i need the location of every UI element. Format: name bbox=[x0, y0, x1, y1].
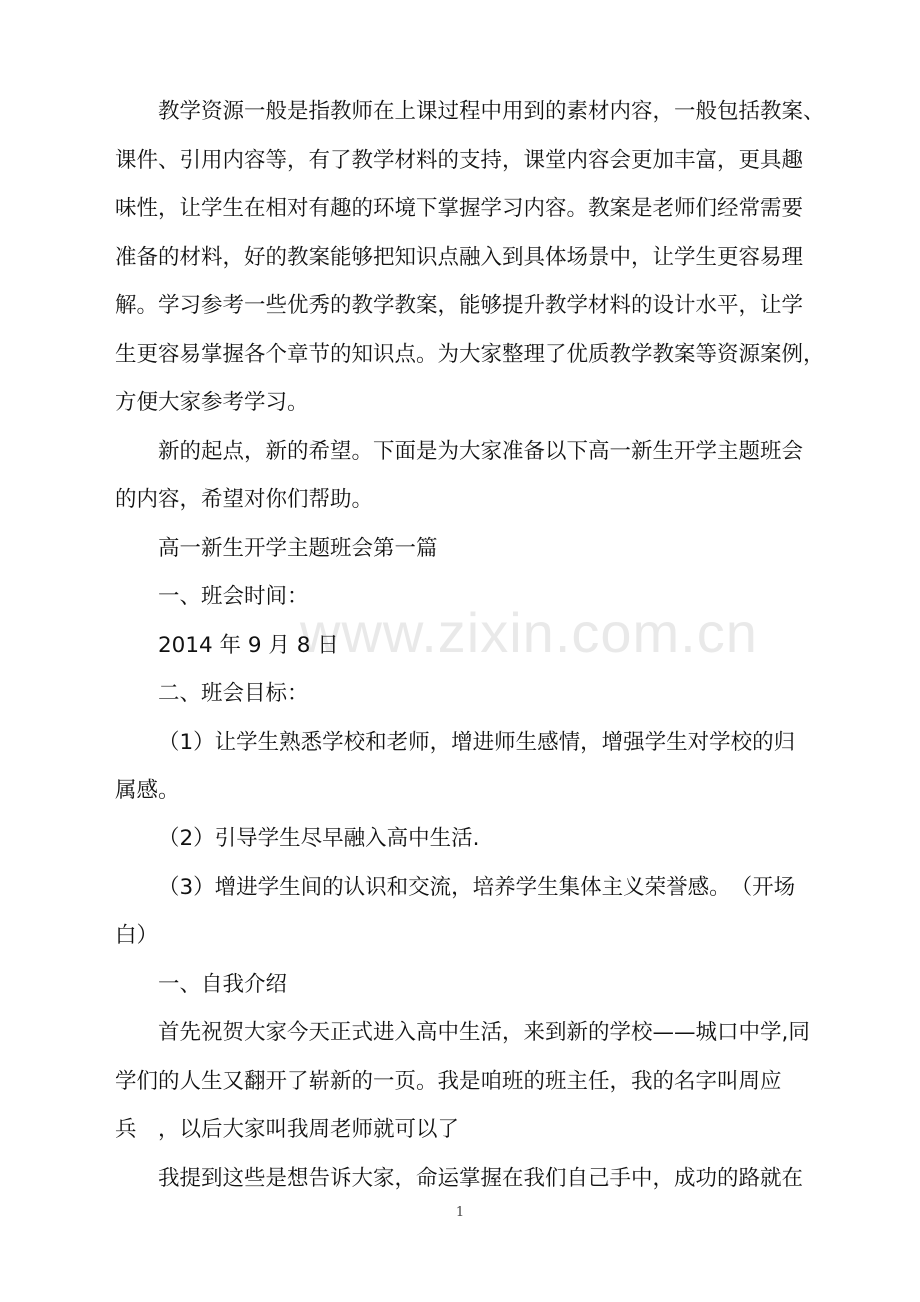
heading-meeting-goals: 二、班会目标： bbox=[158, 681, 309, 706]
paragraph-line: 味性，让学生在相对有趣的环境下掌握学习内容。教案是老师们经常需要 bbox=[115, 196, 804, 221]
paragraph-line: 教学资源一般是指教师在上课过程中用到的素材内容，一般包括教案、 bbox=[158, 99, 825, 124]
goal-item-1: （1）让学生熟悉学校和老师，增进师生感情，增强学生对学校的归 bbox=[158, 730, 796, 755]
meeting-date: 2014 年 9 月 8 日 bbox=[158, 633, 339, 658]
paragraph-line: 方便大家参考学习。 bbox=[115, 390, 309, 415]
paragraph-line: 新的起点，新的希望。下面是为大家准备以下高一新生开学主题班会 bbox=[158, 439, 804, 464]
heading-self-intro: 一、自我介绍 bbox=[158, 972, 288, 997]
paragraph-line: 兵 ，以后大家叫我周老师就可以了 bbox=[115, 1117, 460, 1142]
goal-item-2: （2）引导学生尽早融入高中生活. bbox=[158, 826, 480, 851]
goal-item-3-cont: 白） bbox=[115, 923, 159, 948]
paragraph-line: 学们的人生又翻开了崭新的一页。我是咱班的班主任，我的名字叫周应 bbox=[115, 1069, 782, 1094]
goal-item-3: （3）增进学生间的认识和交流，培养学生集体主义荣誉感。 （开场 bbox=[158, 875, 796, 900]
paragraph-line: 的内容，希望对你们帮助。 bbox=[115, 487, 374, 512]
goal-item-1-cont: 属感。 bbox=[115, 778, 180, 803]
watermark: www.zixin.com.cn bbox=[300, 601, 758, 664]
paragraph-line: 生更容易掌握各个章节的知识点。为大家整理了优质教学教案等资源案例， bbox=[115, 342, 825, 367]
paragraph-line: 解。学习参考一些优秀的教学教案，能够提升教学材料的设计水平，让学 bbox=[115, 293, 804, 318]
section-title: 高一新生开学主题班会第一篇 bbox=[158, 536, 438, 561]
paragraph-line: 首先祝贺大家今天正式进入高中生活，来到新的学校——城口中学,同 bbox=[158, 1020, 810, 1045]
paragraph-line: 我提到这些是想告诉大家，命运掌握在我们自己手中，成功的路就在 bbox=[158, 1166, 804, 1191]
page-number: 1 bbox=[455, 1205, 465, 1220]
paragraph-line: 课件、引用内容等，有了教学材料的支持，课堂内容会更加丰富，更具趣 bbox=[115, 148, 804, 173]
paragraph-line: 准备的材料，好的教案能够把知识点融入到具体场景中，让学生更容易理 bbox=[115, 245, 804, 270]
heading-meeting-time: 一、班会时间： bbox=[158, 584, 309, 609]
